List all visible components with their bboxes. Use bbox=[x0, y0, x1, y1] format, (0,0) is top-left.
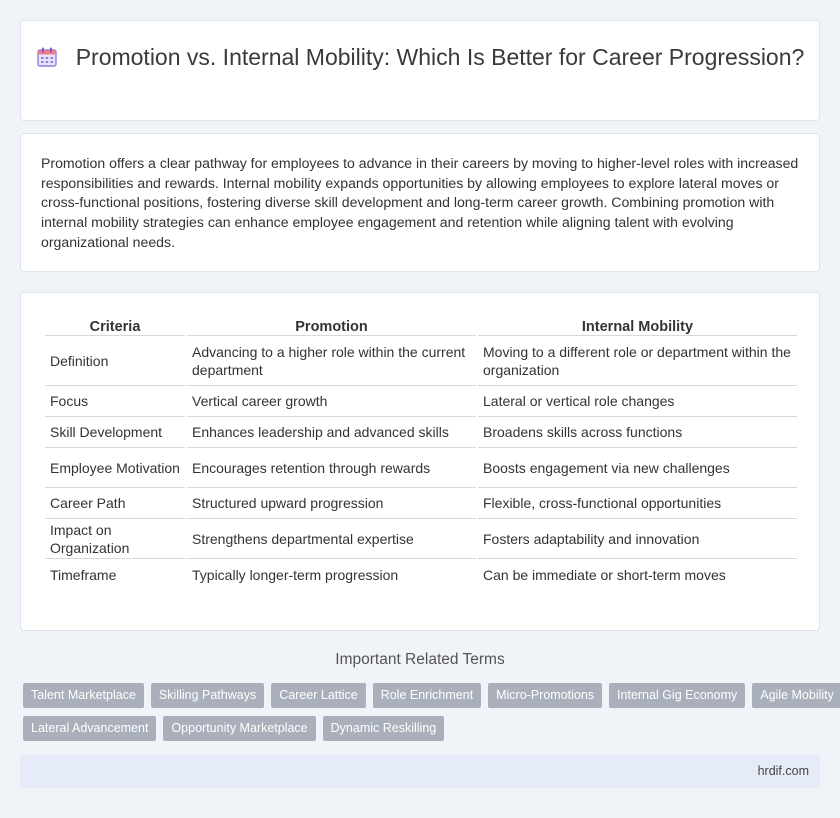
table-row bbox=[45, 488, 797, 519]
cell-criteria: Timeframe bbox=[50, 566, 117, 583]
tag-agile-mobility[interactable]: Agile Mobility bbox=[752, 683, 840, 708]
table-row bbox=[45, 559, 797, 590]
cell-criteria: Definition bbox=[45, 336, 185, 386]
cell-criteria: Impact on Organization bbox=[45, 519, 185, 559]
cell-mobility: Moving to a different role or department within the organization bbox=[478, 336, 797, 386]
intro-paragraph: Promotion offers a clear pathway for employees to advance in their careers by moving to higher-level roles with increased responsibilities and rewards. Internal mobility expands opportunities by allowing employees to explore lateral moves or cross-functional positions, fostering diverse skill development and long-term career growth. Combining promotion with internal mobility strategies can enhance employee engagement and retention while aligning talent with evolving organizational needs. bbox=[41, 155, 799, 250]
cell-mobility: Flexible, cross-functional opportunities bbox=[478, 488, 797, 519]
cell-criteria: Career Path bbox=[45, 488, 185, 519]
cell-promotion: Encourages retention through rewards bbox=[187, 448, 476, 488]
table-row bbox=[45, 519, 797, 559]
tag-lateral-advancement[interactable]: Lateral Advancement bbox=[23, 716, 156, 741]
cell-mobility: Lateral or vertical role changes bbox=[478, 386, 797, 417]
calendar-icon bbox=[36, 46, 58, 68]
tag-opportunity-marketplace[interactable]: Opportunity Marketplace bbox=[163, 716, 315, 741]
table-header-row bbox=[45, 314, 797, 336]
tag-row-2 bbox=[23, 716, 823, 741]
tag-row-1 bbox=[23, 683, 834, 708]
cell-mobility: Boosts engagement via new challenges bbox=[478, 448, 797, 488]
title-card bbox=[20, 20, 820, 121]
cell-promotion: Structured upward progression bbox=[187, 488, 476, 519]
tag-career-lattice[interactable]: Career Lattice bbox=[271, 683, 366, 708]
header-promotion: Promotion bbox=[187, 314, 476, 336]
cell-criteria: Skill Development bbox=[45, 417, 185, 448]
header-criteria: Criteria bbox=[45, 314, 185, 336]
cell-promotion: Vertical career growth bbox=[187, 386, 476, 417]
tag-role-enrichment[interactable]: Role Enrichment bbox=[373, 683, 481, 708]
table-row bbox=[45, 336, 797, 386]
header-internal-mobility: Internal Mobility bbox=[478, 314, 797, 336]
page-title: Promotion vs. Internal Mobility: Which Is Better for Career Progression? bbox=[75, 44, 805, 70]
footer-site: hrdif.com bbox=[757, 764, 809, 778]
tag-skilling-pathways[interactable]: Skilling Pathways bbox=[151, 683, 264, 708]
comparison-card bbox=[20, 292, 820, 631]
table-row bbox=[45, 386, 797, 417]
tag-dynamic-reskilling[interactable]: Dynamic Reskilling bbox=[323, 716, 445, 741]
cell-mobility: Fosters adaptability and innovation bbox=[478, 519, 797, 559]
comparison-table bbox=[43, 314, 799, 590]
cell-criteria: Focus bbox=[45, 386, 185, 417]
related-terms-tags bbox=[23, 683, 834, 749]
table-row bbox=[45, 417, 797, 448]
title-wrap bbox=[21, 43, 819, 72]
tag-micro-promotions[interactable]: Micro-Promotions bbox=[488, 683, 602, 708]
intro-card bbox=[20, 133, 820, 272]
related-terms-title: Important Related Terms bbox=[335, 651, 505, 668]
cell-promotion: Enhances leadership and advanced skills bbox=[187, 417, 476, 448]
cell-promotion: Advancing to a higher role within the current department bbox=[187, 336, 476, 386]
cell-promotion: Strengthens departmental expertise bbox=[187, 519, 476, 559]
cell-criteria: Employee Motivation bbox=[45, 448, 185, 488]
cell-promotion: Typically longer-term progression bbox=[192, 566, 399, 583]
cell-mobility: Broadens skills across functions bbox=[478, 417, 797, 448]
tag-internal-gig-economy[interactable]: Internal Gig Economy bbox=[609, 683, 745, 708]
cell-mobility: Can be immediate or short-term moves bbox=[483, 566, 726, 583]
table-row bbox=[45, 448, 797, 488]
tag-talent-marketplace[interactable]: Talent Marketplace bbox=[23, 683, 144, 708]
footer-bar bbox=[20, 754, 820, 788]
